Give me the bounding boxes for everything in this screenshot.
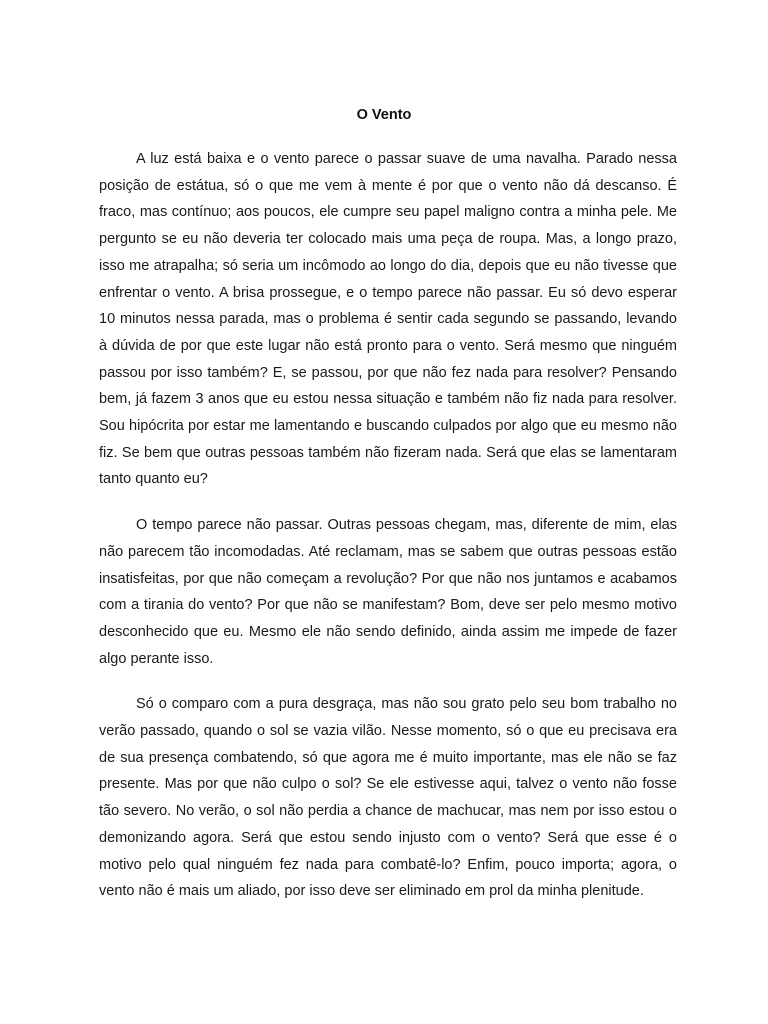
paragraph-2: O tempo parece não passar. Outras pessoas chegam, mas, diferente de mim, elas não parecem tão incomodadas. Até reclamam, mas se sabem que outras pessoas estão insatisfeitas, por que não começam a revolução? Por que não nos juntamos e acabamos com a tirania do vento? Por que não se manifestam? Bom, deve ser pelo mesmo motivo desconhecido que eu. Mesmo ele não sendo definido, ainda assim me impede de fazer algo perante isso. [99,517,677,667]
document-title: O Vento [356,107,412,123]
paragraph-1: A luz está baixa e o vento parece o passar suave de uma navalha. Parado nessa posição de estátua, só o que me vem à mente é por que o vento não dá descanso. É fraco, mas contínuo; aos poucos, ele cumpre seu papel maligno contra a minha pele. Me pergunto se eu não deveria ter colocado mais uma peça de roupa. Mas, a longo prazo, isso me atrapalha; só seria um incômodo ao longo do dia, depois que eu não tivesse que enfrentar o vento. A brisa prossegue, e o tempo parece não passar. Eu só devo esperar 10 minutos nessa parada, mas o problema é sentir cada segundo se passando, levando à dúvida de por que este lugar não está pronto para o vento. Será mesmo que ninguém passou por isso também? E, se passou, por que não fez nada para resolver? Pensando bem, já fazem 3 anos que eu estou nessa situação e também não fiz nada para resolver. Sou hipócrita por estar me lamentando e buscando culpados por algo que eu mesmo não fiz. Se bem que outras pessoas também não fizeram nada. Será que elas se lamentaram tanto quanto eu? [99,151,677,488]
paragraph-3: Só o comparo com a pura desgraça, mas não sou grato pelo seu bom trabalho no verão passado, quando o sol se vazia vilão. Nesse momento, só o que eu precisava era de sua presença combatendo, só que agora me é muito importante, mas ele não se faz presente. Mas por que não culpo o sol? Se ele estivesse aqui, talvez o vento não fosse tão severo. No verão, o sol não perdia a chance de machucar, mas nem por isso estou o demonizando agora. Será que estou sendo injusto com o vento? Será que esse é o motivo pelo qual ninguém fez nada para combatê-lo? Enfim, pouco importa; agora, o vento não é mais um aliado, por isso deve ser eliminado em prol da minha plenitude. [99,696,677,900]
document-body [99,146,677,924]
